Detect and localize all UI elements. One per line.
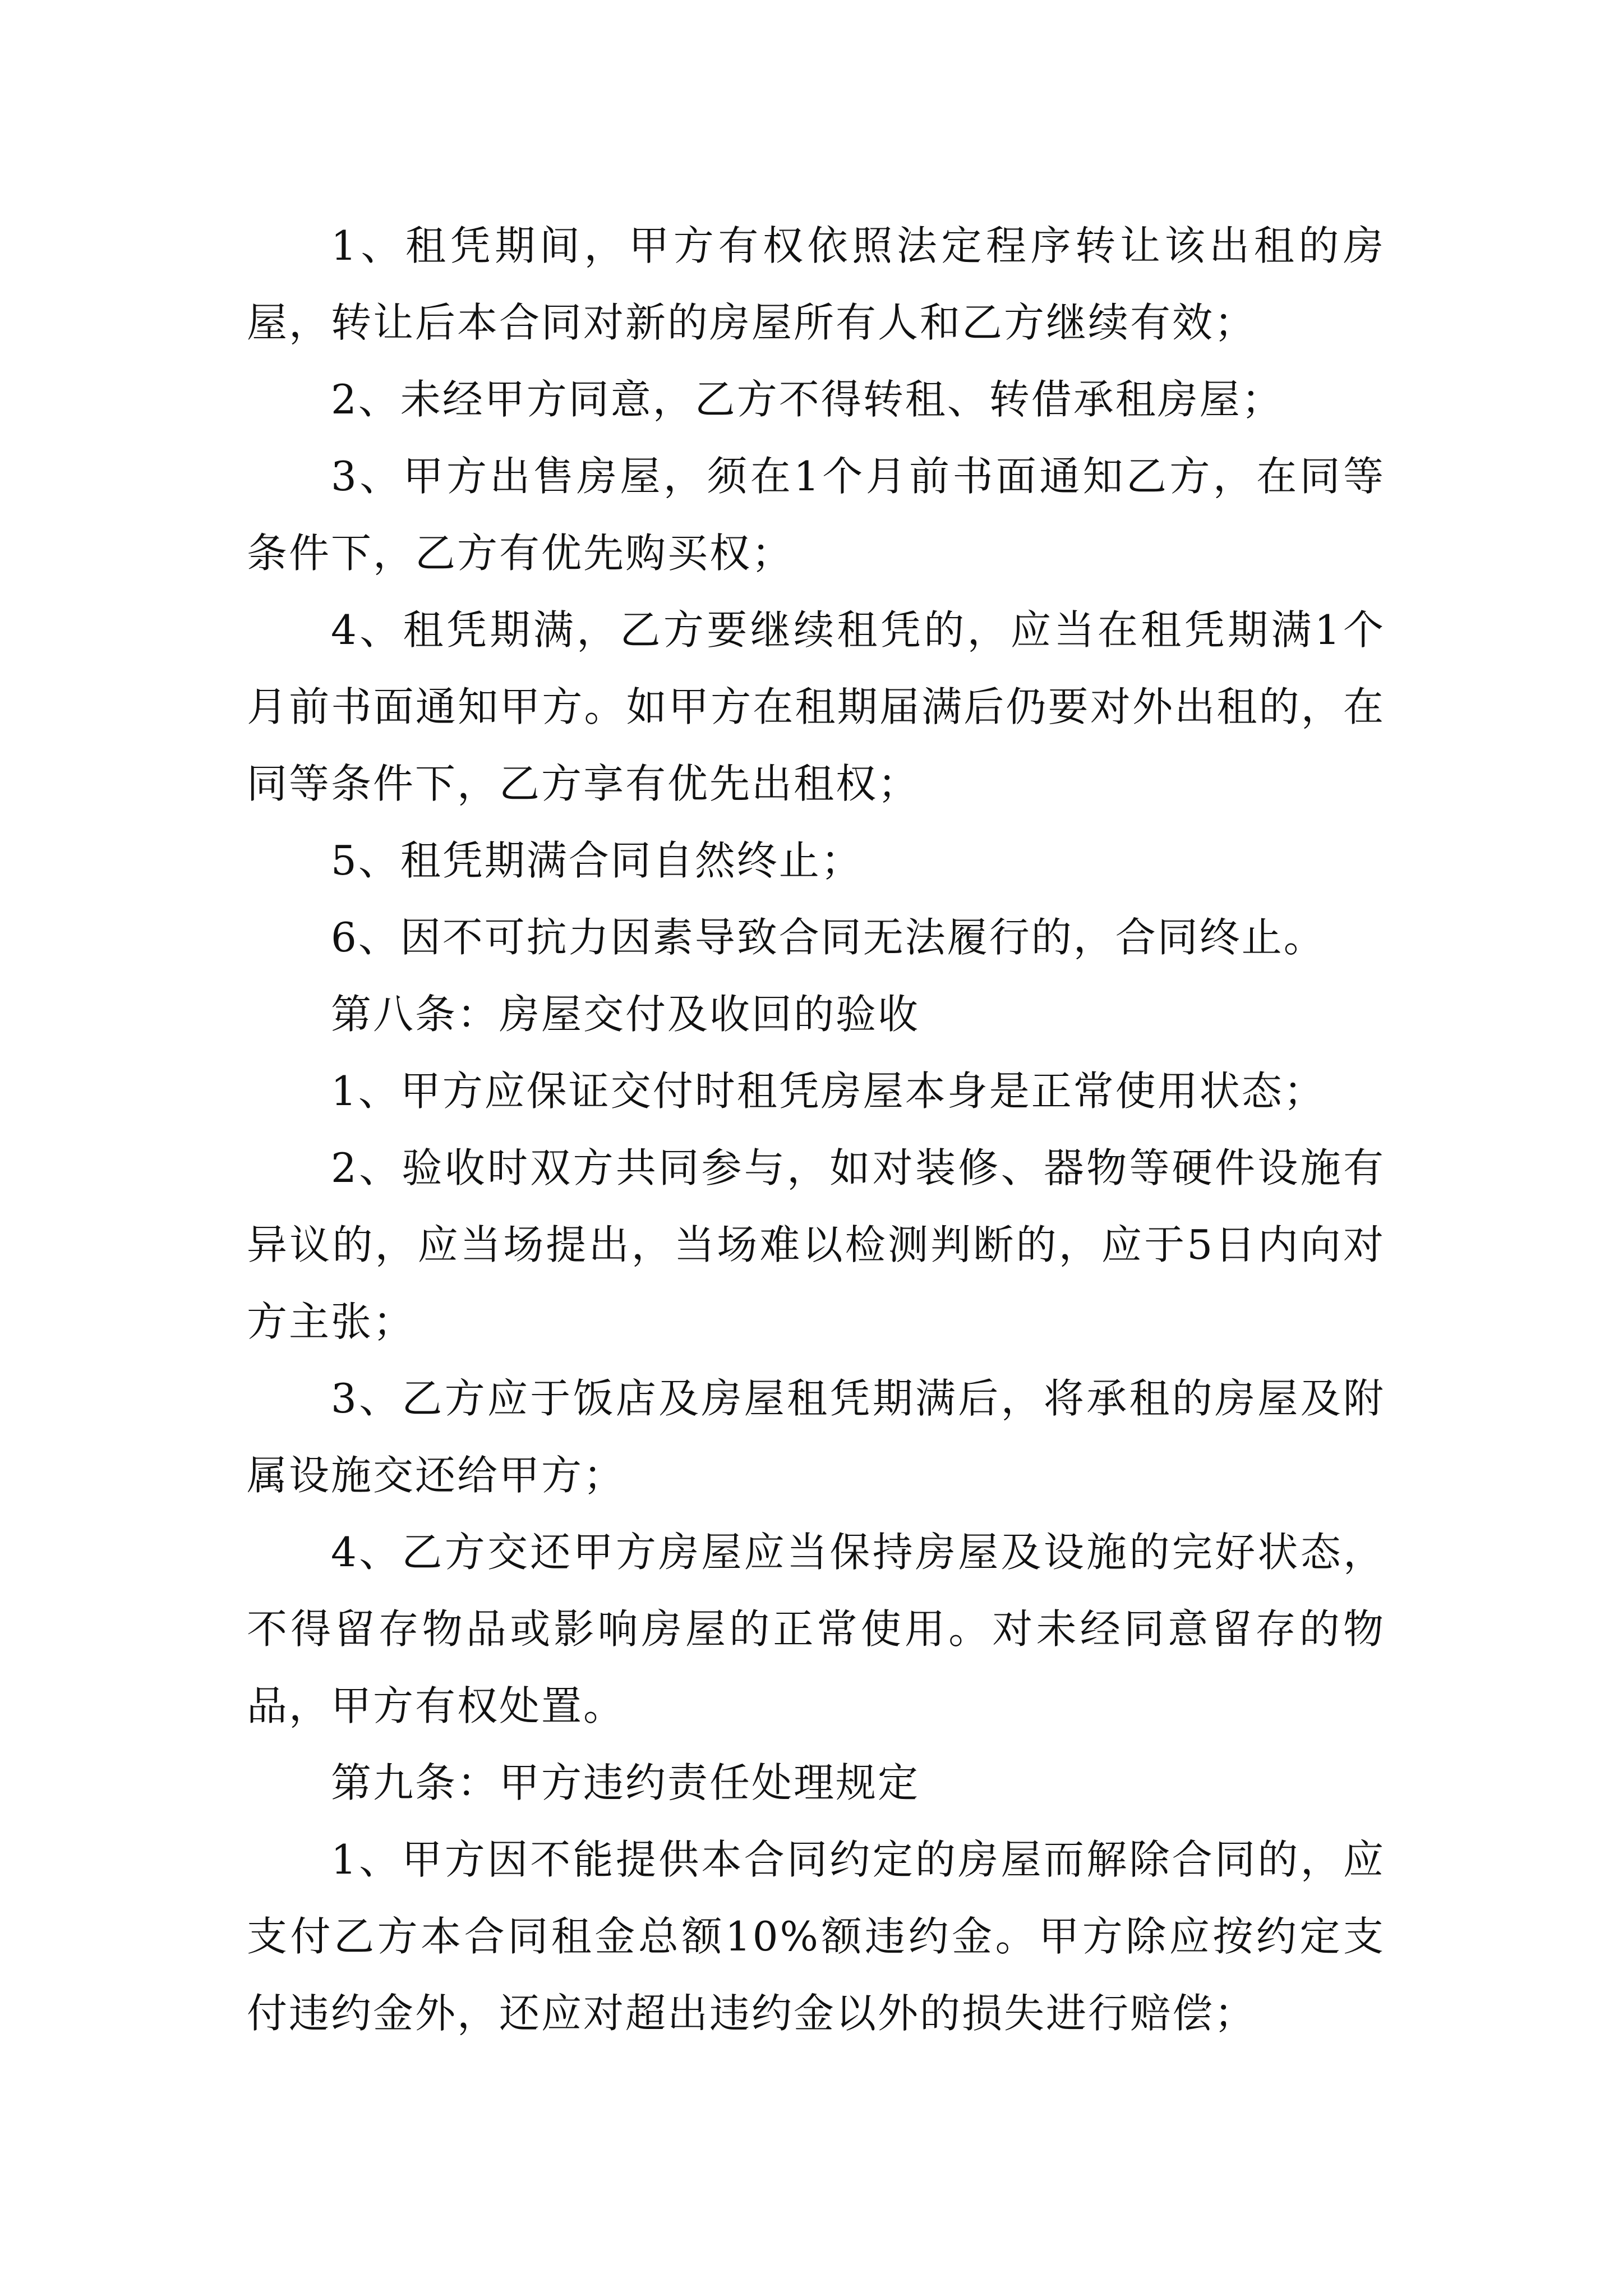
clause-7-item-6: 6、因不可抗力因素导致合同无法履行的，合同终止。 [331,914,1326,961]
clause-7-item-4: 4、租凭期满，乙方要继续租凭的，应当在租凭期满1个月前书面通知甲方。如甲方在租期届满后仍要对外出租的，在同等条件下，乙方享有优先出租权； [247,606,1385,807]
clause-8-heading: 第八条：房屋交付及收回的验收 [331,991,920,1038]
clause-7-item-2: 2、未经甲方同意，乙方不得转租、转借承租房屋； [331,376,1284,423]
clause-8-item-1: 1、甲方应保证交付时租凭房屋本身是正常使用状态； [331,1068,1326,1115]
clause-8-item-4: 4、乙方交还甲方房屋应当保持房屋及设施的完好状态，不得留存物品或影响房屋的正常使用。对未经同意留存的物品，甲方有权处置。 [247,1529,1385,1729]
clause-9-item-1: 1、甲方因不能提供本合同约定的房屋而解除合同的，应支付乙方本合同租金总额10%额违约金。甲方除应按约定支付违约金外，还应对超出违约金以外的损失进行赔偿； [247,1836,1385,2037]
clause-7-item-5: 5、租凭期满合同自然终止； [331,837,863,884]
clause-9-heading: 第九条：甲方违约责任处理规定 [331,1759,920,1806]
clause-8-item-3: 3、乙方应于饭店及房屋租凭期满后，将承租的房屋及附属设施交还给甲方； [247,1375,1385,1499]
contract-text-body [247,208,1385,2052]
clause-7-item-3: 3、甲方出售房屋，须在1个月前书面通知乙方，在同等条件下，乙方有优先购买权； [247,453,1385,577]
clause-7-item-1: 1、租凭期间，甲方有权依照法定程序转让该出租的房屋，转让后本合同对新的房屋所有人和乙方继续有效； [247,222,1385,346]
clause-8-item-2: 2、验收时双方共同参与，如对装修、器物等硬件设施有异议的，应当场提出，当场难以检测判断的，应于5日内向对方主张； [247,1144,1385,1345]
